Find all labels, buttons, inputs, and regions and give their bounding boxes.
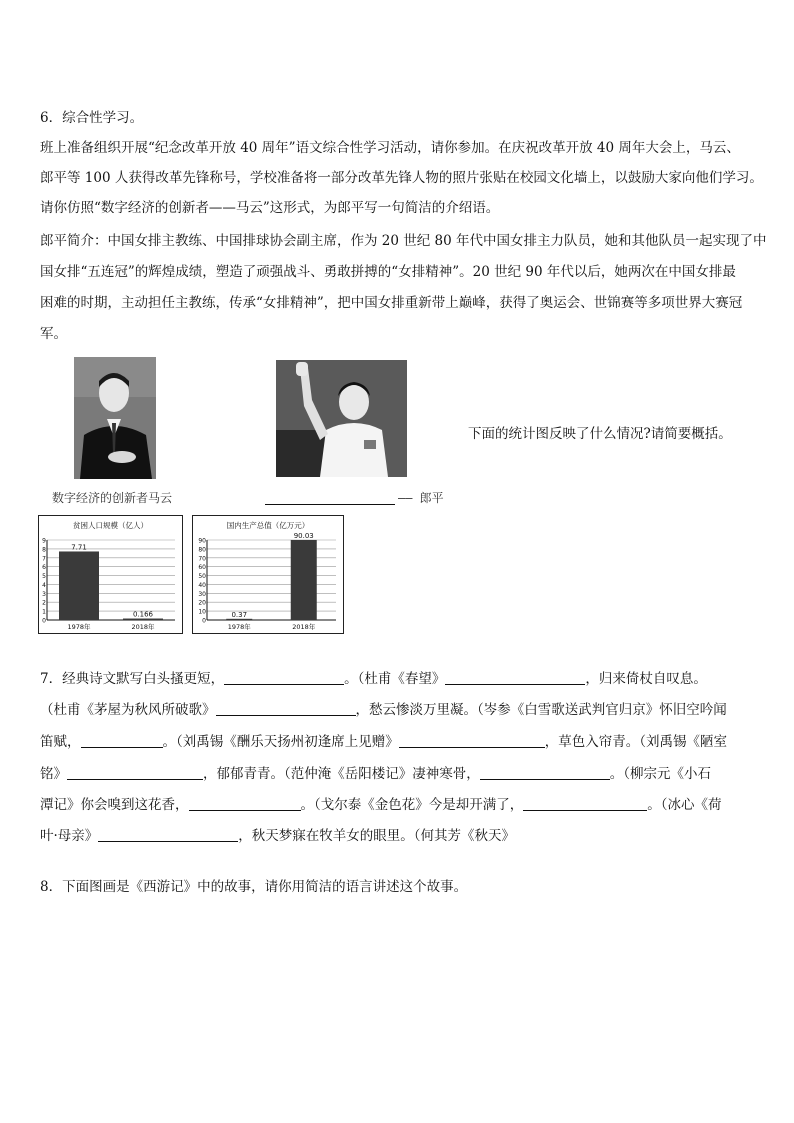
q7-blank-8[interactable] [189,796,301,811]
q7-blank-1[interactable] [224,670,344,685]
q6-title: 6．综合性学习。 [40,110,144,126]
y-tick-label: 8 [42,546,46,554]
q7-blank-3[interactable] [216,701,356,716]
q7-line-3 [40,730,760,750]
y-tick-label: 10 [198,608,206,616]
q7-text: ，秋天梦寐在牧羊女的眼里。（何其芳《秋天》 [238,828,516,844]
q6-intro-line-1: 班上准备组织开展“纪念改革开放 40 周年”语文综合性学习活动，请你参加。在庆祝改革开放 40 周年大会上，马云、 [40,140,740,156]
y-tick-label: 70 [198,555,206,563]
q7-blank-2[interactable] [445,670,585,685]
bar-value-label: 0.37 [231,610,248,619]
q7-blank-5[interactable] [399,733,545,748]
q8-title: 8．下面图画是《西游记》中的故事，请你用简洁的语言讲述这个故事。 [40,879,468,895]
y-tick-label: 50 [198,573,206,581]
gdp-chart [192,515,344,634]
q7-line-4 [40,762,760,782]
q7-text: 。（戈尔泰《金色花》今是却开满了， [300,797,524,813]
y-tick-label: 30 [198,590,206,598]
q7-text: ，归来倚杖自叹息。 [585,671,707,687]
q7-text: ，愁云惨淡万里凝。（岑参《白雪歌送武判官归京》怀旧空吟闻 [355,702,727,718]
q7-line-1 [40,667,760,687]
q7-text: 笛赋， [40,734,81,750]
x-tick-label: 2018年 [292,623,316,631]
q7-text: 。（杜甫《春望》 [344,671,446,687]
bar-value-label: 7.71 [71,543,87,552]
chart-question: 下面的统计图反映了什么情况?请简要概括。 [468,426,732,442]
q7-blank-10[interactable] [98,827,238,842]
bar [226,619,252,620]
y-tick-label: 4 [42,581,46,589]
y-tick-label: 90 [198,537,206,545]
mayun-photo [74,357,156,479]
mayun-caption: 数字经济的创新者马云 [52,491,173,505]
q7-line-2 [40,698,760,718]
q7-text: 铭》 [40,766,67,782]
q7-text: 。（刘禹锡《酬乐天扬州初逢席上见赠》 [162,734,399,750]
x-tick-label: 1978年 [67,623,91,631]
q6-intro-line-3: 请你仿照“数字经济的创新者——马云”这形式，为郎平写一句简洁的介绍语。 [40,200,500,216]
y-tick-label: 6 [42,564,46,572]
q7-text: 潭记》你会嗅到这花香， [40,797,189,813]
q6-bio-line-2: 国女排“五连冠”的辉煌成绩，塑造了顽强战斗、勇敢拼搏的“女排精神”。20 世纪 90 年代以后，她两次在中国女排最 [40,264,736,280]
bar [123,619,163,620]
q6-bio-line-3: 困难的时期，主动担任主教练，传承“女排精神”，把中国女排重新带上巅峰，获得了奥运会、世锦赛等多项世界大赛冠 [40,295,743,311]
langping-photo [276,360,407,477]
poverty-chart-svg [39,516,182,633]
y-tick-label: 7 [42,555,46,563]
y-tick-label: 60 [198,564,206,572]
gdp-chart-svg [193,516,343,633]
q7-line-6 [40,824,760,844]
langping-caption: —— 郎平 [398,491,444,505]
chart-title: 国内生产总值（亿万元） [226,521,310,530]
q7-line-5 [40,793,760,813]
q7-blank-4[interactable] [81,733,163,748]
y-tick-label: 2 [42,599,46,607]
y-tick-label: 0 [42,617,46,625]
y-tick-label: 20 [198,599,206,607]
q7-blank-7[interactable] [480,765,610,780]
x-tick-label: 2018年 [131,623,155,631]
q7-blank-6[interactable] [67,765,203,780]
q7-text: 。（柳宗元《小石 [609,766,711,782]
q7-text: ，草色入帘青。（刘禹锡《陋室 [544,734,727,750]
q6-bio-line-4: 军。 [40,326,67,342]
q6-bio-line-1: 郎平简介：中国女排主教练、中国排球协会副主席，作为 20 世纪 80 年代中国女排主力队员，她和其他队员一起实现了中 [40,233,767,249]
y-tick-label: 9 [42,537,46,545]
y-tick-label: 80 [198,546,206,554]
poverty-chart [38,515,183,634]
q7-text: 7．经典诗文默写白头搔更短， [40,671,225,687]
bar-value-label: 0.166 [132,610,154,619]
q7-text: ，郁郁青青。（范仲淹《岳阳楼记》凄神寒骨， [203,766,480,782]
q7-text: （杜甫《茅屋为秋风所破歌》 [40,702,216,718]
x-tick-label: 1978年 [227,623,251,631]
y-tick-label: 1 [42,608,46,616]
bar [59,551,99,620]
bar-value-label: 90.03 [293,531,314,540]
chart-title: 贫困人口规模（亿人） [73,521,148,530]
q7-text: 叶·母亲》 [40,828,99,844]
y-tick-label: 0 [202,617,206,625]
q7-text: 。（冰心《荷 [647,797,722,813]
q7-blank-9[interactable] [523,796,647,811]
langping-answer-blank[interactable] [265,490,395,505]
y-tick-label: 40 [198,581,206,589]
q6-intro-line-2: 郎平等 100 人获得改革先锋称号，学校准备将一部分改革先锋人物的照片张贴在校园文化墙上，以鼓励大家向他们学习。 [40,170,763,186]
bar [291,540,317,620]
y-tick-label: 3 [42,590,46,598]
y-tick-label: 5 [42,573,46,581]
